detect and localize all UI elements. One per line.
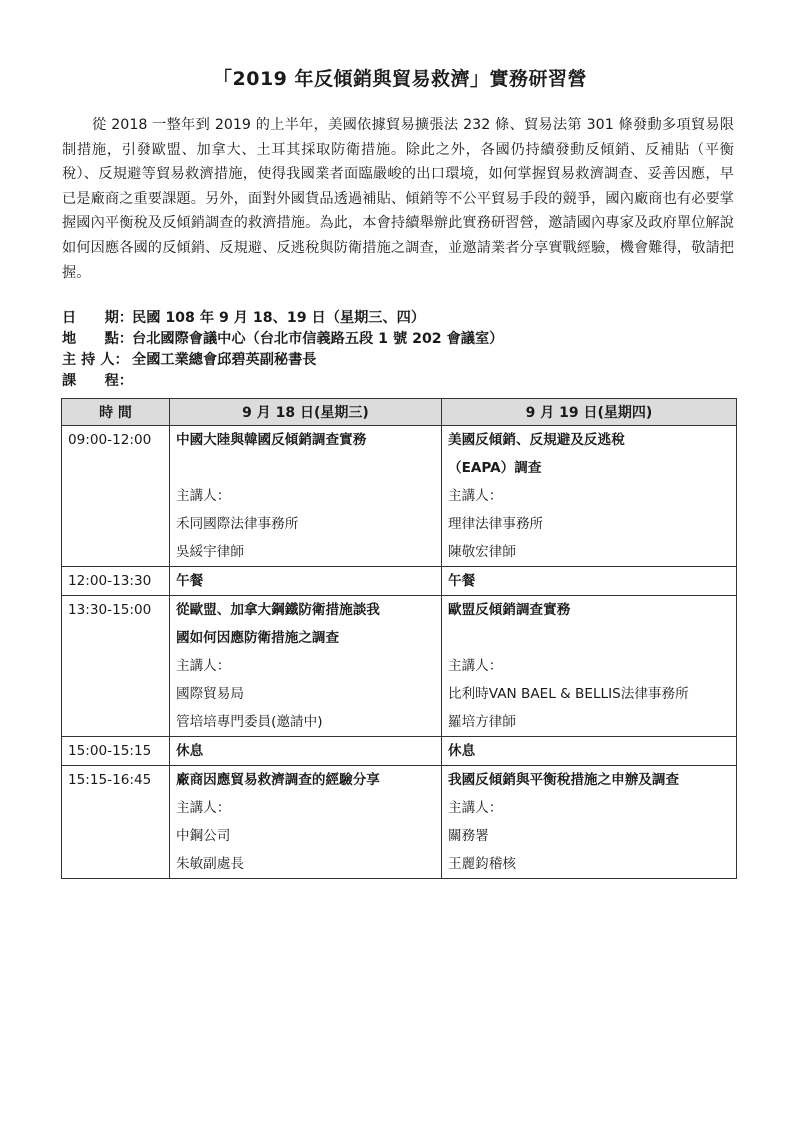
time-range: 13:30-15:00	[68, 602, 152, 618]
speaker-label: 主講人：	[448, 800, 503, 816]
place-row	[62, 329, 742, 350]
session-title: 休息	[448, 743, 476, 759]
date-value: 民國 108 年 9 月 18、19 日（星期三、四）	[132, 310, 426, 326]
session-title: 國如何因應防衛措施之調查	[176, 630, 340, 646]
day2-session-cell	[442, 737, 737, 766]
place-label: 地 點：	[62, 331, 133, 347]
time-range: 15:15-16:45	[68, 772, 152, 788]
time-range: 12:00-13:30	[68, 573, 152, 589]
day2-session-cell	[442, 766, 737, 879]
speaker-detail: 中鋼公司	[176, 828, 231, 844]
host-row	[62, 350, 742, 371]
session-title: 美國反傾銷、反規避及反逃稅	[448, 432, 625, 448]
session-title: 午餐	[448, 573, 476, 589]
spacer-line	[176, 454, 435, 482]
speaker-label: 主講人：	[176, 488, 231, 504]
day1-session-cell	[170, 596, 442, 737]
time-cell	[62, 737, 170, 766]
speaker-label: 主講人：	[448, 658, 503, 674]
speaker-detail: 吳綏宇律師	[176, 544, 244, 560]
speaker-detail: 朱敏副處長	[176, 856, 244, 872]
table-row	[62, 596, 737, 737]
host-label: 主 持 人：	[62, 352, 129, 368]
table-header-row	[62, 399, 737, 426]
table-row	[62, 766, 737, 879]
table-row	[62, 567, 737, 596]
spacer-line	[448, 624, 730, 652]
intro-paragraph: 從 2018 一整年到 2019 的上半年，美國依據貿易擴張法 232 條、貿易法第 301 條發動多項貿易限制措施，引發歐盟、加拿大、土耳其採取防衛措施。除此之外，各國仍持續發動反傾銷、反補貼（平衡稅）、反規避等貿易救濟措施，使得我國業者面臨嚴峻的出口環境，如何掌握貿易救濟調查、妥善因應，早已是廠商之重要課題。另外，面對外國貨品透過補貼、傾銷等不公平貿易手段的競爭，國內廠商也有必要掌握國內平衡稅及反傾銷調查的救濟措施。為此，本會持續舉辦此實務研習營，邀請國內專家及政府單位解說如何因應各國的反傾銷、反規避、反逃稅與防衛措施之調查，並邀請業者分享實戰經驗，機會難得，敬請把握。	[62, 117, 734, 281]
date-label: 日 期：	[62, 310, 133, 326]
date-row	[62, 308, 742, 329]
time-cell	[62, 567, 170, 596]
speaker-detail: 管培培專門委員(邀請中)	[176, 714, 323, 730]
host-value: 全國工業總會邱碧英副秘書長	[132, 352, 317, 368]
course-label: 課 程：	[62, 373, 133, 389]
day1-session-cell	[170, 737, 442, 766]
time-range: 09:00-12:00	[68, 432, 152, 448]
header-day1: 9 月 18 日(星期三)	[170, 399, 442, 426]
session-title: （EAPA）調查	[448, 460, 542, 476]
day1-session-cell	[170, 426, 442, 567]
session-title: 我國反傾銷與平衡稅措施之申辦及調查	[448, 772, 680, 788]
speaker-detail: 關務署	[448, 828, 489, 844]
header-time: 時 間	[62, 399, 170, 426]
header-day2: 9 月 19 日(星期四)	[442, 399, 737, 426]
day2-session-cell	[442, 567, 737, 596]
session-title: 從歐盟、加拿大鋼鐵防衛措施談我	[176, 602, 380, 618]
document-title: 「2019 年反傾銷與貿易救濟」實務研習營	[213, 68, 587, 90]
day2-session-cell	[442, 426, 737, 567]
event-info	[62, 308, 742, 392]
time-range: 15:00-15:15	[68, 743, 152, 759]
time-cell	[62, 596, 170, 737]
session-title: 休息	[176, 743, 204, 759]
time-cell	[62, 426, 170, 567]
course-row	[62, 371, 742, 392]
schedule-table	[61, 398, 737, 879]
session-title: 午餐	[176, 573, 204, 589]
speaker-label: 主講人：	[176, 800, 231, 816]
speaker-detail: 國際貿易局	[176, 686, 244, 702]
speaker-detail: 羅培方律師	[448, 714, 516, 730]
day1-session-cell	[170, 766, 442, 879]
table-row	[62, 737, 737, 766]
speaker-detail: 理律法律事務所	[448, 516, 544, 532]
day1-session-cell	[170, 567, 442, 596]
speaker-detail: 陳敬宏律師	[448, 544, 516, 560]
session-title: 歐盟反傾銷調查實務	[448, 602, 571, 618]
session-title: 廠商因應貿易救濟調查的經驗分享	[176, 772, 380, 788]
speaker-label: 主講人：	[176, 658, 231, 674]
speaker-label: 主講人：	[448, 488, 503, 504]
time-cell	[62, 766, 170, 879]
day2-session-cell	[442, 596, 737, 737]
place-value: 台北國際會議中心（台北市信義路五段 1 號 202 會議室）	[132, 331, 504, 347]
speaker-detail: 禾同國際法律事務所	[176, 516, 299, 532]
speaker-detail: 比利時VAN BAEL & BELLIS法律事務所	[448, 686, 689, 702]
speaker-detail: 王麗鈞稽核	[448, 856, 516, 872]
session-title: 中國大陸與韓國反傾銷調查實務	[176, 432, 367, 448]
table-row	[62, 426, 737, 567]
